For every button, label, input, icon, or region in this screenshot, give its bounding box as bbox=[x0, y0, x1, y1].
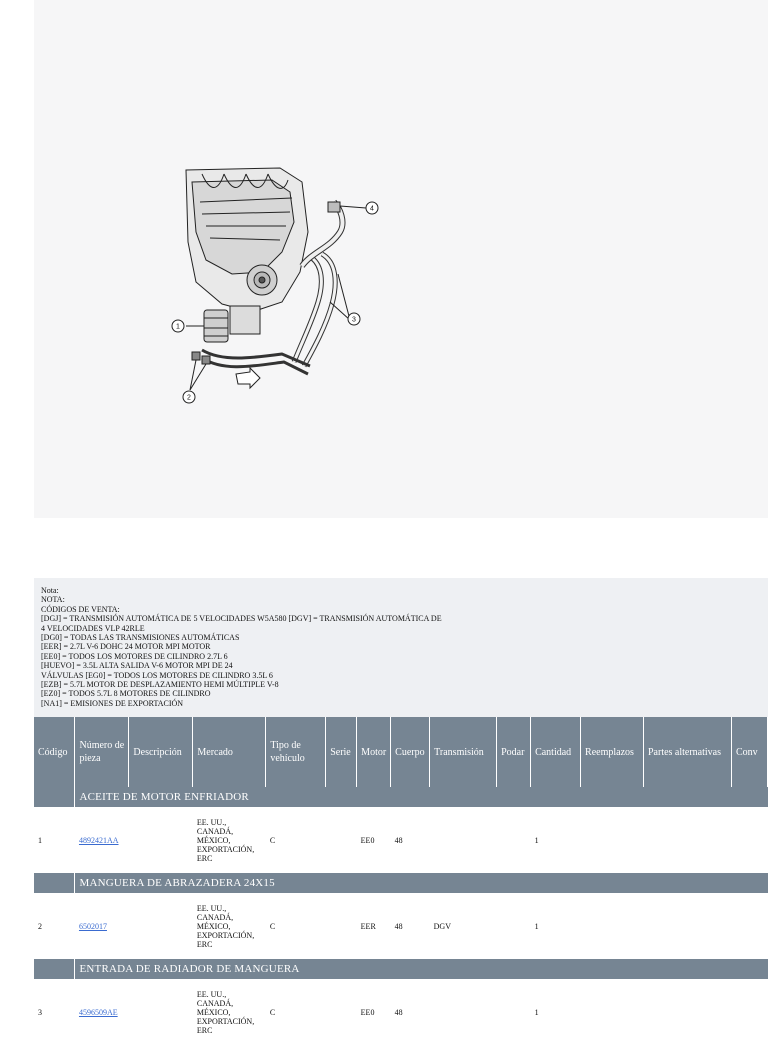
cell-quantity: 1 bbox=[531, 979, 581, 1045]
cell-market: EE. UU., CANADÁ, MÉXICO, EXPORTACIÓN, ERC bbox=[193, 807, 266, 873]
part-number-link[interactable]: 6502017 bbox=[78, 921, 107, 931]
section-header bbox=[34, 959, 768, 979]
col-header-quantity: Cantidad bbox=[531, 717, 581, 787]
cell-series bbox=[326, 979, 357, 1045]
cell-engine: EER bbox=[357, 893, 391, 959]
col-header-series: Serie bbox=[326, 717, 357, 787]
table-row bbox=[34, 979, 768, 1045]
cell-body: 48 bbox=[391, 893, 430, 959]
sales-codes-note: Nota: NOTA: CÓDIGOS DE VENTA: [DGJ] = TRANSMISIÓN AUTOMÁTICA DE 5 VELOCIDADES W5A580 [DGV] = TRANSMISIÓN AUTOMÁTICA DE 4 VELOCIDADES VLP 42RLE [DG0] = TODAS LAS TRANSMISIONES AUTOMÁTICAS [EER] = 2.7L V-6 DOHC 24 MOTOR MPI MOTOR [EE0] = TODOS LOS MOTORES DE CILINDRO 2.7L 6 [HUEVO] = 3.5L ALTA SALIDA V-6 MOTOR MPI DE 24 VÁLVULAS [EG0] = TODOS LOS MOTORES DE CILINDRO 3.5L 6 [EZB] = 5.7L MOTOR DE DESPLAZAMIENTO HEMI MÚLTIPLE V-8 [EZ0] = TODOS 5.7L 8 MOTORES DE CILINDRO [NA1] = EMISIONES DE EXPORTACIÓN bbox=[41, 586, 442, 708]
col-header-transmission: Transmisión bbox=[430, 717, 497, 787]
col-header-alternative-parts: Partes alternativas bbox=[643, 717, 731, 787]
callout-3 bbox=[348, 313, 360, 325]
cell-description bbox=[129, 893, 193, 959]
col-header-part-number: Número de pieza bbox=[75, 717, 129, 787]
svg-text:4: 4 bbox=[370, 205, 374, 213]
cell-quantity: 1 bbox=[531, 893, 581, 959]
cell-series bbox=[326, 807, 357, 873]
notes-panel bbox=[34, 578, 768, 718]
col-header-description: Descripción bbox=[129, 717, 193, 787]
col-header-conv: Conv bbox=[731, 717, 767, 787]
col-header-engine: Motor bbox=[357, 717, 391, 787]
table-row bbox=[34, 893, 768, 959]
section-title: ACEITE DE MOTOR ENFRIADOR bbox=[75, 787, 768, 807]
cell-vehicle-type: C bbox=[266, 893, 326, 959]
cell-vehicle-type: C bbox=[266, 807, 326, 873]
section-header bbox=[34, 873, 768, 893]
svg-text:1: 1 bbox=[176, 323, 180, 331]
cell-trim bbox=[497, 807, 531, 873]
cell-vehicle-type: C bbox=[266, 979, 326, 1045]
table-header-row bbox=[34, 717, 768, 787]
cell-description bbox=[129, 979, 193, 1045]
cell-code: 3 bbox=[34, 979, 75, 1045]
cell-description bbox=[129, 807, 193, 873]
diagram-panel bbox=[34, 0, 768, 518]
col-header-body: Cuerpo bbox=[391, 717, 430, 787]
cell-engine: EE0 bbox=[357, 979, 391, 1045]
engine-cooler-diagram bbox=[162, 162, 392, 412]
callout-2 bbox=[183, 391, 195, 403]
cell-quantity: 1 bbox=[531, 807, 581, 873]
col-header-replacements: Reemplazos bbox=[581, 717, 644, 787]
callout-1 bbox=[172, 320, 184, 332]
col-header-code: Código bbox=[34, 717, 75, 787]
cell-transmission: DGV bbox=[430, 893, 497, 959]
cell-series bbox=[326, 893, 357, 959]
svg-text:3: 3 bbox=[352, 316, 356, 324]
cell-transmission bbox=[430, 979, 497, 1045]
cell-body: 48 bbox=[391, 807, 430, 873]
cell-market: EE. UU., CANADÁ, MÉXICO, EXPORTACIÓN, ERC bbox=[193, 893, 266, 959]
callout-4 bbox=[366, 202, 378, 214]
parts-table bbox=[34, 717, 768, 1045]
col-header-vehicle-type: Tipo de vehículo bbox=[266, 717, 326, 787]
cell-engine: EE0 bbox=[357, 807, 391, 873]
section-title: MANGUERA DE ABRAZADERA 24X15 bbox=[75, 873, 768, 893]
cell-trim bbox=[497, 979, 531, 1045]
cell-market: EE. UU., CANADÁ, MÉXICO, EXPORTACIÓN, ERC bbox=[193, 979, 266, 1045]
section-header bbox=[34, 787, 768, 807]
cell-body: 48 bbox=[391, 979, 430, 1045]
section-title: ENTRADA DE RADIADOR DE MANGUERA bbox=[75, 959, 768, 979]
svg-text:2: 2 bbox=[187, 394, 191, 402]
col-header-market: Mercado bbox=[193, 717, 266, 787]
cell-trim bbox=[497, 893, 531, 959]
col-header-trim: Podar bbox=[497, 717, 531, 787]
part-number-link[interactable]: 4596509AE bbox=[78, 1007, 118, 1017]
table-row bbox=[34, 807, 768, 873]
cell-transmission bbox=[430, 807, 497, 873]
cell-code: 1 bbox=[34, 807, 75, 873]
cell-code: 2 bbox=[34, 893, 75, 959]
part-number-link[interactable]: 4892421AA bbox=[78, 835, 119, 845]
